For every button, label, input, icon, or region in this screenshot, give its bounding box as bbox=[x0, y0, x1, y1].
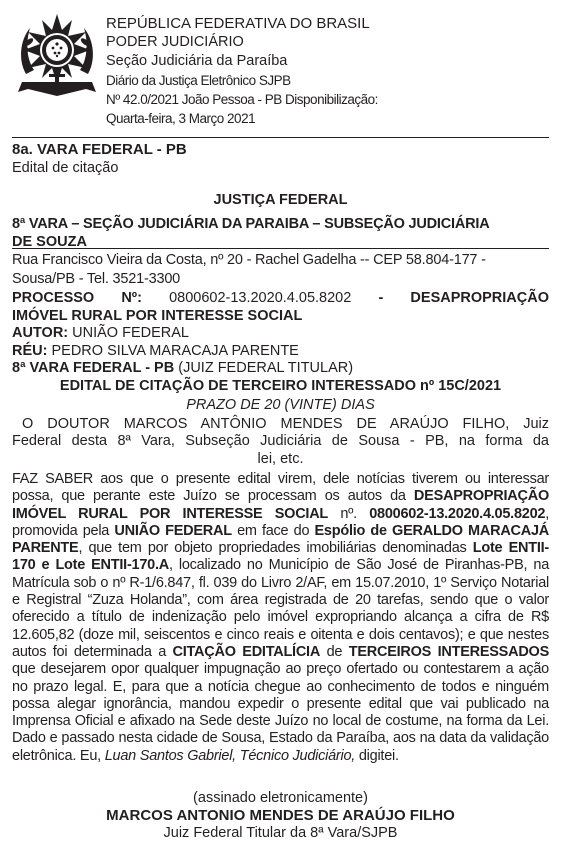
signature-role: Juiz Federal Titular da 8ª Vara/SJPB bbox=[163, 825, 398, 841]
header-divider bbox=[12, 137, 549, 138]
edital-body bbox=[12, 471, 549, 765]
body-paragraph bbox=[12, 471, 549, 765]
intro-line1: O DOUTOR MARCOS ANTÔNIO MENDES DE ARAÚJO FILHO, Juiz bbox=[22, 416, 549, 432]
court-address bbox=[12, 251, 549, 288]
intro-line2: Federal desta 8ª Vara, Subseção Judiciária de Sousa - PB, na forma da bbox=[12, 433, 549, 450]
body-text: nº. bbox=[328, 505, 370, 522]
signature-block bbox=[12, 790, 549, 842]
court-heading bbox=[12, 191, 549, 252]
court-vara-line1: 8ª VARA – SEÇÃO JUDICIÁRIA DA PARAIBA – SUBSEÇÃO JUDICIÁRIA bbox=[12, 215, 490, 232]
section-heading bbox=[12, 141, 549, 177]
edital-deadline: PRAZO DE 20 (VINTE) DIAS bbox=[186, 396, 375, 413]
process-type-end: IMÓVEL RURAL POR INTERESSE SOCIAL bbox=[12, 307, 303, 324]
court-judge: (JUIZ FEDERAL TITULAR) bbox=[178, 360, 354, 376]
brazil-coat-of-arms-icon bbox=[16, 12, 98, 102]
body-lots: Lote ENTII-170 e Lote ENTII-170.A bbox=[12, 540, 550, 574]
process-block bbox=[12, 290, 549, 378]
body-text: de bbox=[320, 643, 349, 660]
section-subtitle: Edital de citação bbox=[12, 160, 119, 176]
author-label: AUTOR: bbox=[12, 325, 69, 341]
body-text: , promovida pela bbox=[12, 505, 549, 539]
process-type-start: DESAPROPRIAÇÃO bbox=[410, 290, 549, 306]
process-dash: - bbox=[378, 290, 384, 306]
edital-title: EDITAL DE CITAÇÃO DE TERCEIRO INTERESSADO nº 15C/2021 bbox=[59, 378, 502, 394]
body-text: , localizado no Município de São José de Piranhas-PB, na Matrícula sob o nº R-1/6.847, fl. 039 do Livro 2/AF, em 15.07.2010, 1º Serviço Notarial e Registral “Zuza Holanda”, com área registrada de 20 tarefas, sendo que o valor oferecido a título de indenização pelo imóvel expropriando alcança a cifra de R$ 12.605,82 (doze mil, seiscentos e cinco reais e oitenta e dois centavos); e que nestes autos foi determinada a bbox=[12, 557, 550, 660]
body-text: FAZ SABER aos que o presente edital virem, dele notícias tiverem ou interessar possa, que perante este Juízo se processam os autos da bbox=[12, 471, 549, 505]
court-vara-line2: DE SOUZA bbox=[12, 234, 87, 250]
process-label: PROCESSO Nº: bbox=[12, 290, 142, 306]
section-title: 8a. VARA FEDERAL - PB bbox=[12, 141, 187, 158]
body-action-type: DESAPROPRIAÇÃO IMÓVEL RURAL POR INTERESSE SOCIAL bbox=[12, 488, 549, 522]
process-number: 0800602-13.2020.4.05.8202 bbox=[169, 290, 352, 306]
header-section: Seção Judiciária da Paraíba bbox=[106, 53, 288, 69]
body-clerk: Luan Santos Gabriel, Técnico Judiciário, bbox=[104, 747, 356, 764]
header-date: Quarta-feira, 3 Março 2021 bbox=[106, 111, 256, 126]
body-citation: CITAÇÃO EDITALÍCIA bbox=[172, 643, 321, 660]
court-divider bbox=[12, 248, 549, 249]
edital-intro bbox=[12, 416, 549, 468]
intro-line3: lei, etc. bbox=[257, 450, 304, 467]
body-text: , que tem por objeto propriedades imobiliárias denominadas bbox=[78, 540, 473, 557]
journal-header bbox=[106, 14, 556, 128]
body-third-parties: TERCEIROS INTERESSADOS bbox=[348, 643, 550, 660]
header-power: PODER JUDICIÁRIO bbox=[106, 34, 244, 50]
address-line2: Sousa/PB - Tel. 3521-3300 bbox=[12, 270, 181, 287]
signature-name: MARCOS ANTONIO MENDES DE ARAÚJO FILHO bbox=[106, 807, 455, 824]
author-value: UNIÃO FEDERAL bbox=[72, 325, 189, 341]
signature-note: (assinado eletronicamente) bbox=[193, 790, 368, 806]
court-label: 8ª VARA FEDERAL - PB bbox=[12, 360, 175, 376]
body-estate: Espólio de GERALDO MARACAJÁ PARENTE bbox=[12, 522, 550, 557]
body-text: que desejarem opor qualquer impugnação ao preço ofertado ou contestarem a ação no prazo legal. E, para que a notícia chegue ao conhecimento de todos e ninguém possa alegar ignorância, mandou expedir o presente edital que vai publicado na Imprensa Oficial e afixado na Sede deste Juízo no local de costume, na forma da Lei. Dado e passado nesta cidade de Sousa, Estado da Paraíba, aos na data da validação eletrônica. Eu, bbox=[12, 661, 549, 764]
court-name: JUSTIÇA FEDERAL bbox=[213, 192, 348, 208]
body-process-number: 0800602-13.2020.4.05.8202 bbox=[369, 505, 546, 522]
header-journal: Diário da Justiça Eletrônico SJPB bbox=[106, 73, 291, 88]
header-edition: Nº 42.0/2021 João Pessoa - PB Disponibilização: bbox=[106, 92, 378, 107]
body-text: em face do bbox=[231, 522, 315, 539]
process-defendant bbox=[12, 343, 549, 361]
process-author bbox=[12, 325, 549, 343]
process-court bbox=[12, 360, 549, 378]
process-line bbox=[12, 290, 549, 308]
body-text: digitei. bbox=[355, 747, 399, 764]
header-republic: REPÚBLICA FEDERATIVA DO BRASIL bbox=[106, 15, 370, 32]
defendant-value: PEDRO SILVA MARACAJA PARENTE bbox=[51, 342, 299, 359]
address-line1: Rua Francisco Vieira da Costa, nº 20 - Rachel Gadelha -- CEP 58.804-177 - bbox=[12, 252, 486, 268]
body-plaintiff: UNIÃO FEDERAL bbox=[114, 522, 232, 539]
edital-heading bbox=[12, 377, 549, 414]
defendant-label: RÉU: bbox=[12, 342, 48, 359]
